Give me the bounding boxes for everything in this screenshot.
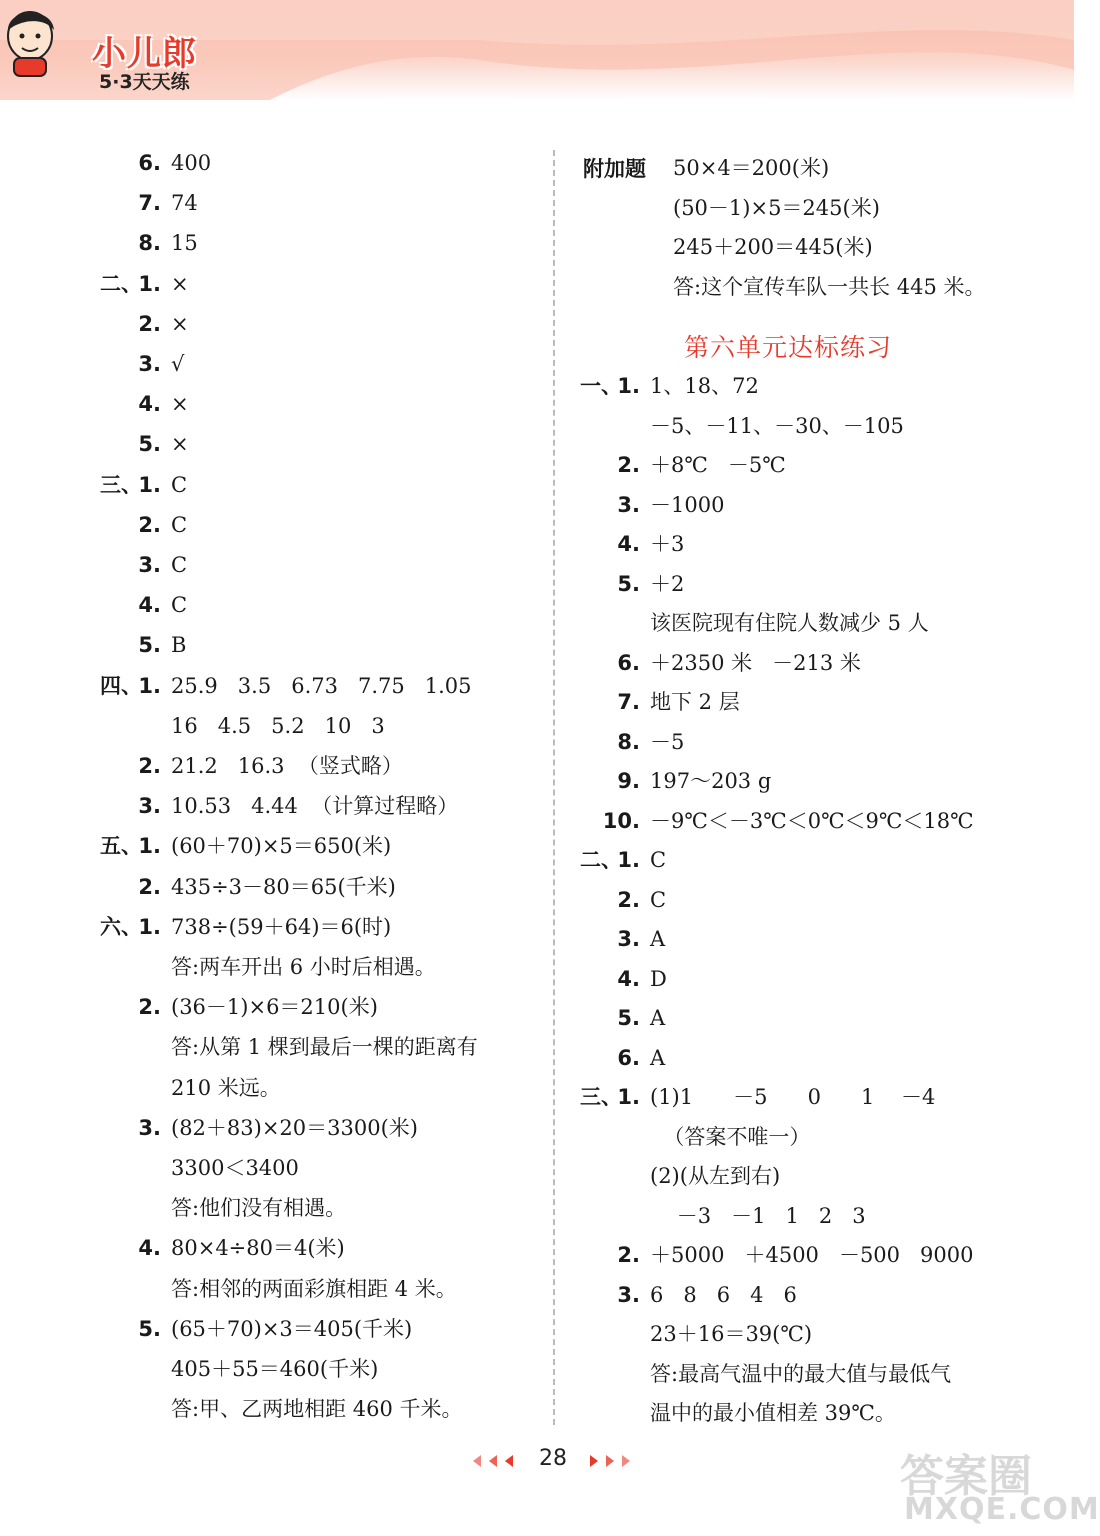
answer-text: 答:从第 1 棵到最后一棵的距离有 [171, 1035, 478, 1060]
question-number: 3. [617, 492, 640, 517]
answer-text: × [171, 271, 189, 296]
header-band [0, 0, 1074, 100]
page-arrows-right-icon [588, 1453, 638, 1469]
answer-text: 10.53 4.44 （计算过程略） [171, 794, 459, 819]
answer-text: 435÷3－80＝65(千米) [171, 874, 396, 899]
answer-text: 15 [171, 231, 198, 256]
question-number: 5. [138, 432, 161, 457]
answer-text: √ [171, 352, 185, 376]
answer-text: 74 [171, 191, 198, 216]
answer-text: 答:两车开出 6 小时后相遇。 [171, 955, 436, 979]
question-number: 2. [138, 311, 161, 336]
question-number: 7. [617, 690, 640, 714]
answer-text: B [171, 633, 187, 658]
answer-text: C [171, 512, 188, 537]
section-label: 三、 [580, 1085, 622, 1109]
brand-title: 小儿郎 [92, 34, 197, 74]
answer-text: 该医院现有住院人数减少 5 人 [650, 611, 929, 635]
answer-text: 21.2 16.3 （竖式略） [171, 754, 403, 778]
mascot-boy-icon [0, 0, 60, 78]
answer-text: －9℃＜－3℃＜0℃＜9℃＜18℃ [650, 808, 974, 833]
question-number: 4. [138, 392, 161, 417]
question-number: 2. [138, 874, 161, 899]
extra-answer-line: (50－1)×5＝245(米) [673, 195, 880, 220]
question-number: 1. [138, 914, 161, 939]
question-number: 7. [138, 191, 161, 216]
answer-text: × [171, 311, 189, 336]
question-number: 5. [138, 633, 161, 658]
answer-text: × [171, 432, 189, 457]
watermark-text: 答案圈 [900, 1451, 1032, 1502]
question-number: 5. [617, 571, 640, 596]
question-number: 1. [138, 472, 161, 497]
answer-text: ＋5000 ＋4500 －500 9000 [650, 1243, 974, 1267]
answer-text: (60＋70)×5＝650(米) [171, 834, 392, 859]
answer-text: 25.9 3.5 6.73 7.75 1.05 [171, 673, 472, 698]
answer-text: × [171, 392, 189, 417]
answer-text: ＋8℃ －5℃ [650, 453, 786, 477]
question-number: 4. [617, 532, 640, 556]
answer-text: 210 米远。 [171, 1075, 281, 1100]
question-number: 3. [138, 794, 161, 819]
answer-text: 405＋55＝460(千米) [171, 1357, 379, 1381]
unit-title: 第六单元达标练习 [684, 333, 893, 362]
answer-text: ＋2350 米 －213 米 [650, 650, 861, 675]
question-number: 2. [138, 754, 161, 778]
answer-text: C [650, 887, 667, 912]
question-number: 3. [138, 553, 161, 577]
answer-text: C [171, 553, 188, 577]
page-arrows-left-icon [471, 1453, 521, 1469]
question-number: 8. [617, 729, 640, 754]
answer-text: （答案不唯一） [650, 1124, 811, 1149]
column-divider [553, 150, 555, 1425]
extra-question-label: 附加题 [583, 157, 646, 181]
question-number: 1. [138, 271, 161, 296]
answer-text: (36－1)×6＝210(米) [171, 995, 378, 1020]
section-label: 三、 [100, 472, 142, 497]
question-number: 1. [138, 834, 161, 859]
question-number: 1. [617, 1085, 640, 1109]
answer-text: C [171, 472, 188, 497]
answer-text: 1、18、72 [650, 374, 759, 398]
answer-text: 3300＜3400 [171, 1156, 299, 1180]
answer-text: ＋3 [650, 532, 685, 556]
brand-subtitle: 5·3天天练 [99, 71, 190, 93]
answer-text: A [650, 1006, 666, 1030]
section-label: 六、 [100, 914, 142, 939]
question-number: 1. [617, 374, 640, 398]
answer-text: C [650, 848, 667, 872]
section-label: 二、 [100, 271, 142, 296]
answer-text: －1000 [650, 492, 725, 517]
answer-text: D [650, 966, 667, 991]
answer-text: (1)1 －5 0 1 －4 [650, 1085, 936, 1109]
question-number: 1. [138, 673, 161, 698]
question-number: 2. [617, 887, 640, 912]
question-number: 8. [138, 231, 161, 256]
question-number: 6. [617, 650, 640, 675]
answer-text: C [171, 593, 188, 618]
answer-text: 400 [171, 151, 212, 175]
section-label: 五、 [100, 834, 142, 859]
answer-text: A [650, 1045, 666, 1070]
answer-text: 答:他们没有相遇。 [171, 1196, 347, 1221]
question-number: 2. [138, 995, 161, 1020]
answer-text: 16 4.5 5.2 10 3 [171, 713, 385, 738]
answer-text: 温中的最小值相差 39℃。 [650, 1401, 896, 1425]
question-number: 3. [138, 1115, 161, 1140]
section-label: 一、 [580, 374, 622, 398]
question-number: 5. [617, 1006, 640, 1030]
question-number: 5. [138, 1316, 161, 1341]
section-label: 二、 [580, 848, 622, 872]
section-label: 四、 [100, 673, 142, 698]
answer-text: 6 8 6 4 6 [650, 1282, 797, 1307]
answer-text: 地下 2 层 [650, 690, 740, 714]
question-number: 9. [617, 769, 640, 793]
answer-text: 738÷(59＋64)＝6(时) [171, 914, 392, 939]
answer-text: 答:相邻的两面彩旗相距 4 米。 [171, 1276, 457, 1301]
question-number: 2. [138, 512, 161, 537]
answer-text: 80×4÷80＝4(米) [171, 1236, 345, 1261]
answer-text: 答:甲、乙两地相距 460 千米。 [171, 1397, 463, 1422]
question-number: 3. [617, 1282, 640, 1307]
answer-text: ＋2 [650, 571, 685, 596]
question-number: 4. [138, 1236, 161, 1261]
watermark-domain: MXQE.COM [904, 1492, 1100, 1527]
question-number: 2. [617, 453, 640, 477]
question-number: 3. [617, 927, 640, 951]
answer-text: (2)(从左到右) [650, 1164, 781, 1188]
answer-text: 23＋16＝39(℃) [650, 1322, 813, 1346]
question-number: 10. [602, 808, 640, 833]
answer-text: (65＋70)×3＝405(千米) [171, 1316, 413, 1341]
question-number: 4. [617, 966, 640, 991]
answer-text: 答:最高气温中的最大值与最低气 [650, 1361, 952, 1386]
extra-answer-line: 50×4＝200(米) [673, 156, 830, 180]
extra-answer-line: 245＋200＝445(米) [673, 235, 873, 259]
answer-text: 197～203 g [650, 769, 772, 793]
question-number: 1. [617, 848, 640, 872]
question-number: 6. [138, 151, 161, 175]
answer-text: －3 －1 1 2 3 [650, 1203, 866, 1228]
question-number: 6. [617, 1045, 640, 1070]
extra-answer-line: 答:这个宣传车队一共长 445 米。 [673, 274, 986, 299]
question-number: 4. [138, 593, 161, 618]
answer-text: A [650, 927, 666, 951]
watermark [900, 1440, 1100, 1530]
question-number: 3. [138, 352, 161, 376]
question-number: 2. [617, 1243, 640, 1267]
answer-text: －5 [650, 729, 685, 754]
answer-text: (82＋83)×20＝3300(米) [171, 1115, 418, 1140]
page-number: 28 [539, 1446, 567, 1471]
answer-text: －5、－11、－30、－105 [650, 413, 904, 438]
